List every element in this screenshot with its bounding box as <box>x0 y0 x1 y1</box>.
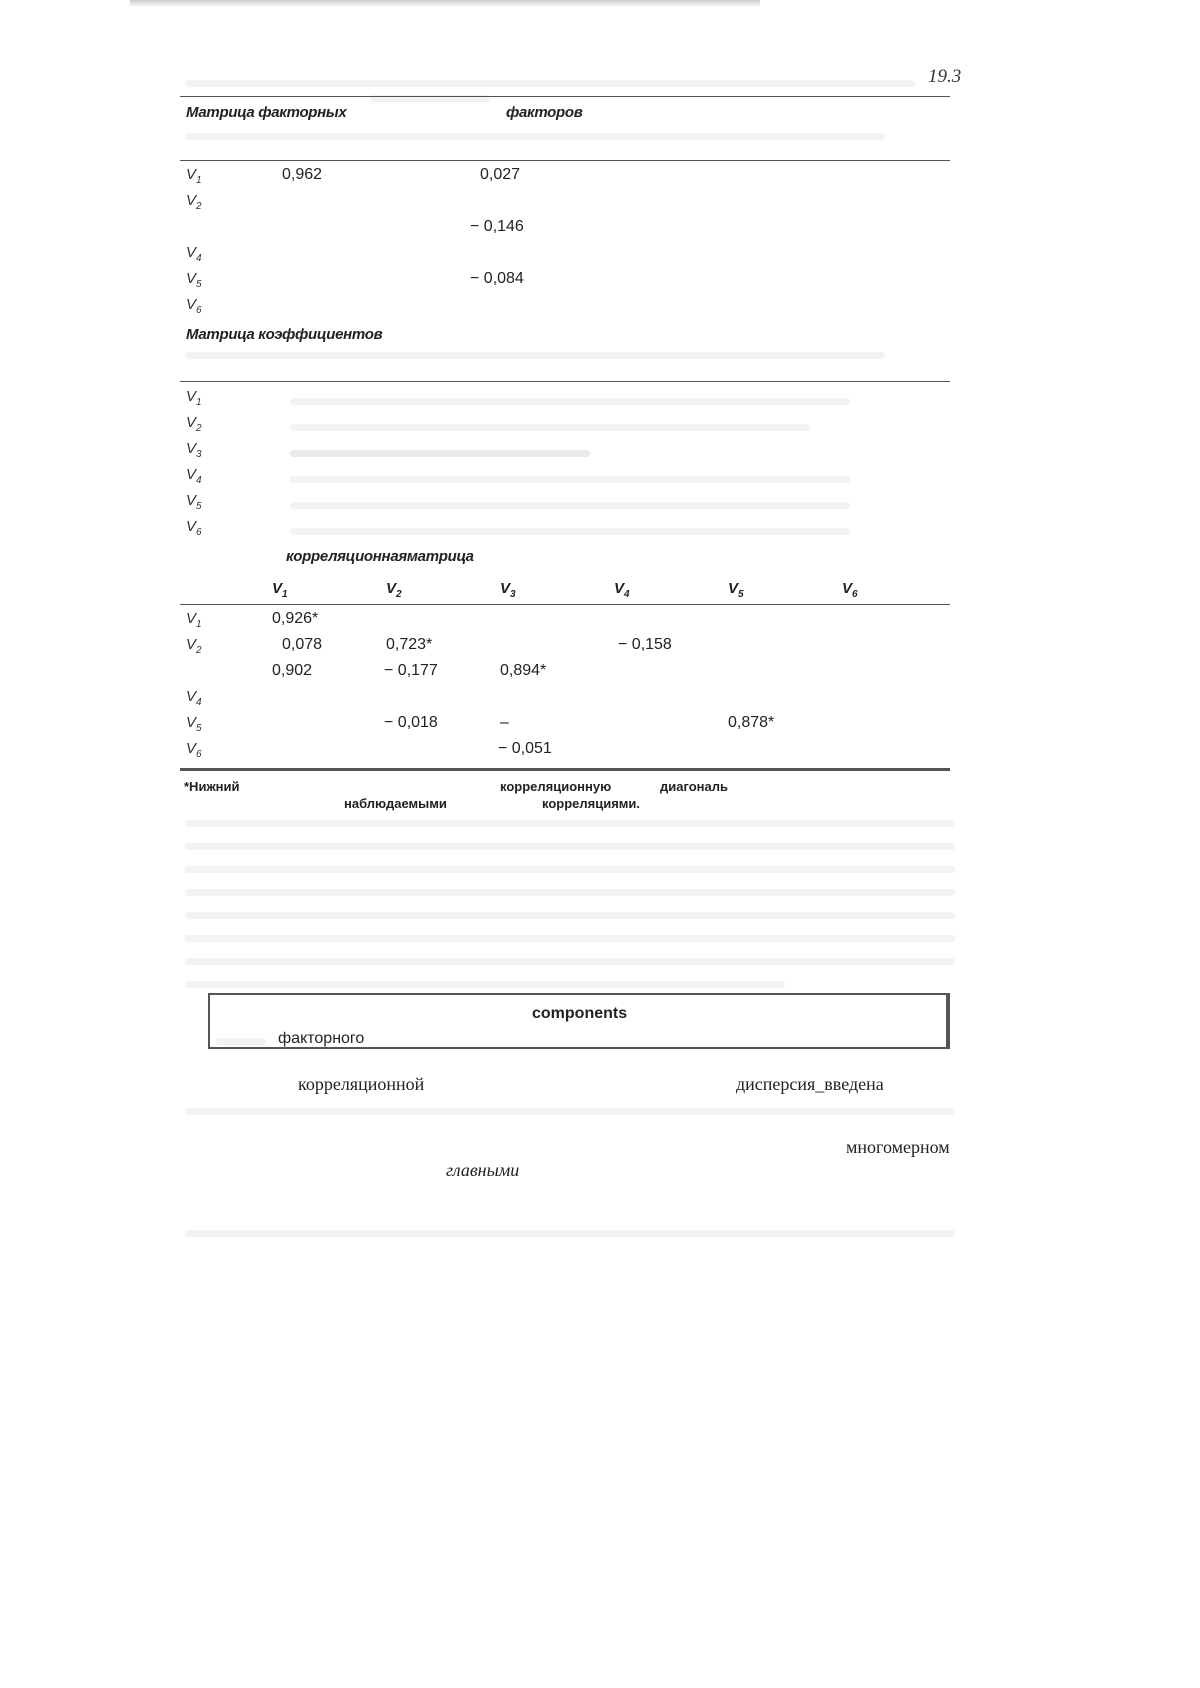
row-label: $V_2$ <box>186 414 202 434</box>
cell-value: − 0,018 <box>384 714 438 731</box>
body-word: корреляционной <box>298 1074 425 1094</box>
faded-text-line <box>185 912 955 919</box>
cell-value: – <box>500 714 509 731</box>
row-label: $V_3$ <box>186 440 202 460</box>
cell-value: 0,723* <box>386 636 433 653</box>
row-label: $V_5$ <box>186 714 202 734</box>
faded-text-line <box>290 476 850 483</box>
cell-value: − 0,177 <box>384 662 438 679</box>
table-row <box>186 244 946 268</box>
table-row <box>186 688 946 712</box>
box-heading: components <box>532 1005 628 1022</box>
body-word: многомерном <box>846 1137 950 1157</box>
row-label: $V_5$ <box>186 270 202 290</box>
faded-text-line <box>290 528 850 535</box>
faded-text-line <box>185 843 955 850</box>
footnote-text: диагональ <box>660 779 728 794</box>
row-label: $V_5$ <box>186 492 202 512</box>
faded-text-line <box>185 1230 955 1237</box>
faded-text-line <box>185 133 885 140</box>
table3-bottom-rule <box>180 768 950 771</box>
row-label: $V_4$ <box>186 466 202 486</box>
column-header: $V_4$ <box>614 580 630 600</box>
cell-value: − 0,158 <box>618 636 672 653</box>
faded-text-line <box>290 502 850 509</box>
row-label: $V_6$ <box>186 740 202 760</box>
column-header: $V_3$ <box>500 580 516 600</box>
table-row <box>186 192 946 216</box>
cell-value: 0,027 <box>480 166 521 183</box>
table2-title: Матрица коэффициентов <box>186 326 383 343</box>
box-text: факторного <box>278 1030 365 1047</box>
footnote-text: корреляционную <box>500 779 612 794</box>
table-row <box>186 218 946 242</box>
faded-text-line <box>185 935 955 942</box>
table-row <box>186 636 946 660</box>
faded-text-line <box>290 450 590 457</box>
column-header: $V_6$ <box>842 580 858 600</box>
row-label: $V_6$ <box>186 296 202 316</box>
row-label: $V_4$ <box>186 244 202 264</box>
faded-text-line <box>290 424 810 431</box>
row-label: $V_2$ <box>186 636 202 656</box>
faded-text-line <box>185 958 955 965</box>
table-row <box>186 714 946 738</box>
footnote-text: *Нижний <box>184 779 240 794</box>
table-row <box>186 166 946 190</box>
faded-text-line <box>290 398 850 405</box>
table1-title-part1: Матрица факторных <box>186 104 347 121</box>
table-row <box>186 740 946 764</box>
column-header: $V_5$ <box>728 580 744 600</box>
column-header: $V_2$ <box>386 580 402 600</box>
faded-text-line <box>185 981 785 988</box>
footnote-text: корреляциями. <box>542 796 641 811</box>
cell-value: 0,962 <box>282 166 323 183</box>
table1-header-rule <box>180 160 950 161</box>
table2-header-rule <box>180 381 950 382</box>
faded-text-line <box>185 352 885 359</box>
cell-value: − 0,146 <box>470 218 524 235</box>
faded-text-line <box>185 80 915 87</box>
footnote-text: наблюдаемыми <box>344 796 447 811</box>
cell-value: 0,926* <box>272 610 319 627</box>
row-label: $V_6$ <box>186 518 202 538</box>
table3-header-rule <box>180 604 950 605</box>
row-label: $V_4$ <box>186 688 202 708</box>
cell-value: 0,078 <box>282 636 323 653</box>
table3-title: корреляционнаяматрица <box>286 548 474 565</box>
table-row <box>186 662 946 686</box>
table-row <box>186 296 946 320</box>
scan-edge-shadow <box>130 0 760 6</box>
section-number: 19.3 <box>928 66 962 87</box>
faded-text-line <box>185 866 955 873</box>
table-row <box>186 610 946 634</box>
row-label: $V_1$ <box>186 388 202 408</box>
table1-title-part2: факторов <box>506 104 583 121</box>
faded-text-line <box>185 1108 955 1115</box>
body-word: дисперсия_введена <box>736 1074 884 1094</box>
row-label: $V_1$ <box>186 610 202 630</box>
cell-value: 0,902 <box>272 662 313 679</box>
faded-text-line <box>185 820 955 827</box>
cell-value: 0,878* <box>728 714 775 731</box>
faded-text-line <box>216 1038 266 1045</box>
column-header: $V_1$ <box>272 580 288 600</box>
cell-value: − 0,051 <box>498 740 552 757</box>
table-row <box>186 270 946 294</box>
cell-value: − 0,084 <box>470 270 524 287</box>
faded-text-line <box>185 889 955 896</box>
body-word: главными <box>446 1160 520 1180</box>
table1-top-rule <box>180 96 950 97</box>
row-label: $V_2$ <box>186 192 202 212</box>
row-label: $V_1$ <box>186 166 202 186</box>
cell-value: 0,894* <box>500 662 547 679</box>
